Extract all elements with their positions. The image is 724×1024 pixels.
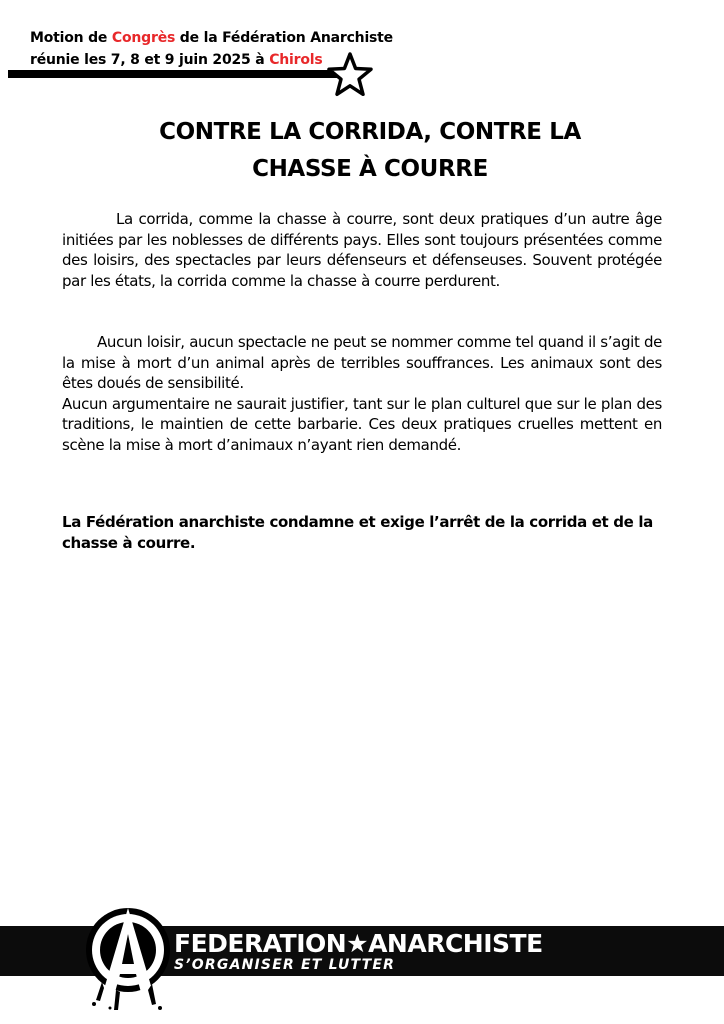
paragraph-1	[62, 209, 662, 291]
star-icon	[326, 51, 374, 97]
title-line-1: CONTRE LA CORRIDA, CONTRE LA	[159, 119, 581, 145]
header-text: Motion de	[30, 30, 112, 46]
paragraph-2	[62, 332, 662, 455]
title-line-2: CHASSE À COURRE	[252, 156, 488, 182]
paragraph-2-part-1	[62, 332, 662, 394]
paragraph-2-part-2: Aucun argumentaire ne saurait justifier, tant sur le plan culturel que sur le plan des traditions, le maintien de cette barbarie. Ces deux pratiques cruelles mettent en scène la mise à mort d’animaux n’ayant rien demandé.	[62, 394, 662, 454]
header-accent-congres: Congrès	[111, 30, 176, 46]
page-title	[100, 114, 640, 188]
paragraph-1-text: La corrida, comme la chasse à courre, sont deux pratiques d’un autre âge initiées par les noblesses de différents pays. Elles sont toujours présentées comme des loisirs, des spectacles par leurs défenseurs et défenseuses. Souvent protégée par les états, la corrida comme la chasse à courre perdurent.	[62, 210, 662, 290]
conclusion-statement: La Fédération anarchiste condamne et exige l’arrêt de la corrida et de la chasse à courre.	[62, 513, 653, 552]
header-text: réunie les 7, 8 et 9 juin 2025 à	[30, 52, 270, 68]
circle-a-icon	[82, 904, 172, 1014]
paragraph-2a-text: Aucun loisir, aucun spectacle ne peut se nommer comme tel quand il s’agit de la mise à mort d’un animal après de terribles souffrances. Les animaux sont des êtes doués de sensibilité.	[62, 333, 662, 392]
header-text: de la Fédération Anarchiste	[175, 30, 393, 46]
header-accent-location: Chirols	[269, 52, 323, 68]
organization-name: FEDERATION★ANARCHISTE	[174, 929, 543, 958]
header-underline	[8, 70, 340, 78]
organization-tagline: S’ORGANISER ET LUTTER	[174, 957, 396, 973]
header-line-1	[30, 27, 393, 49]
